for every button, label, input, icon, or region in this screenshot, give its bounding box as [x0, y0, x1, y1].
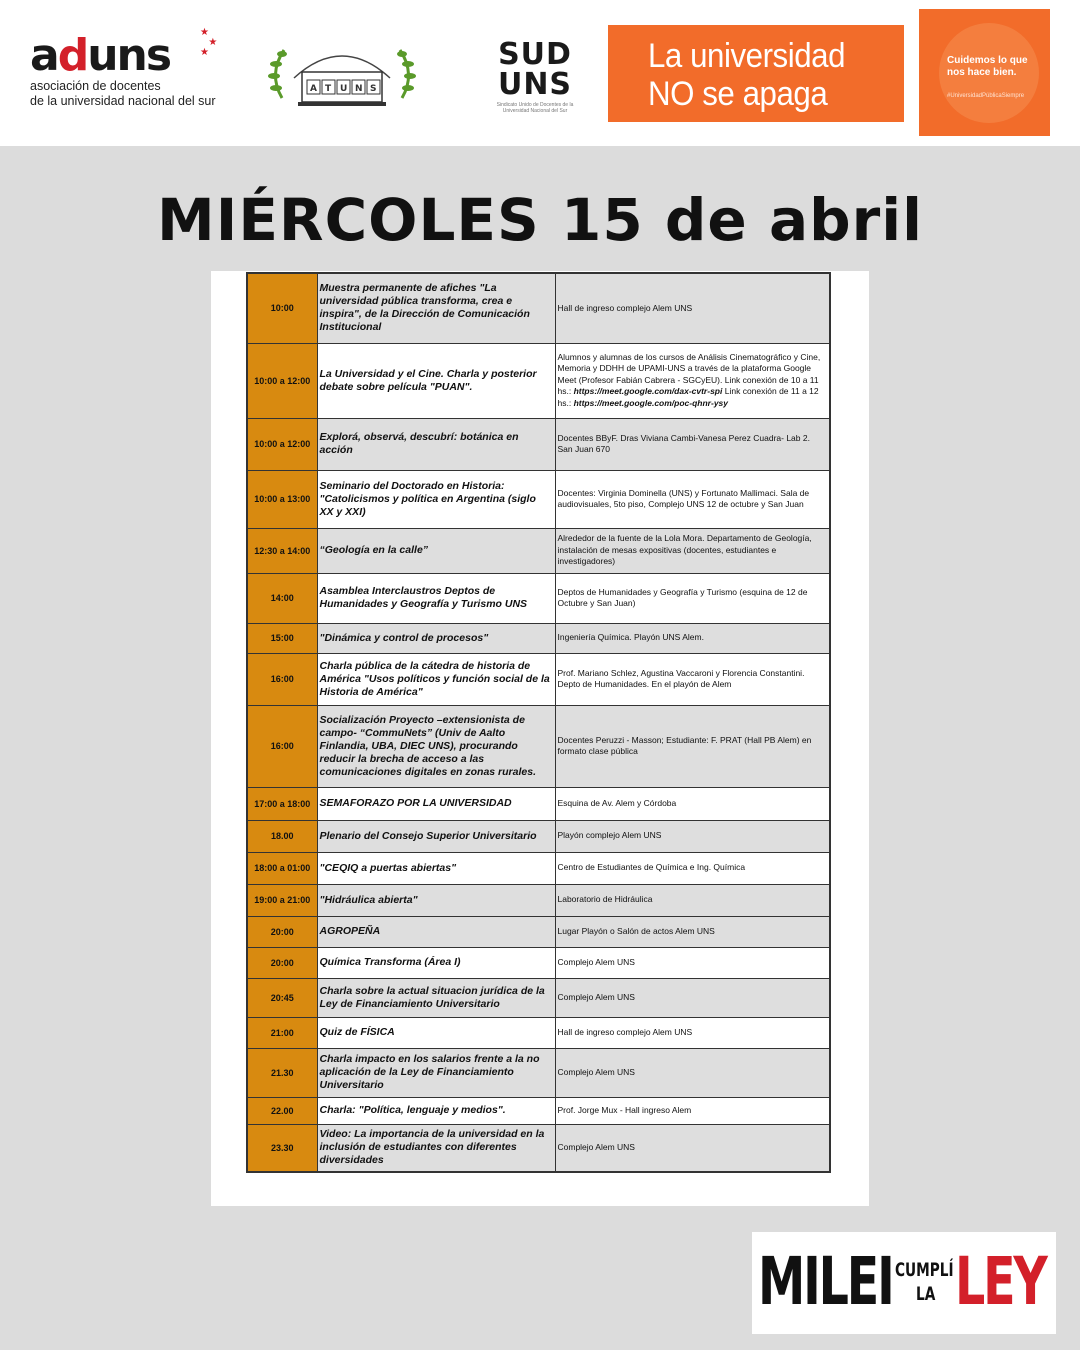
atuns-logo	[262, 38, 422, 110]
activity-cell: Asamblea Interclaustros Deptos de Humanidades y Geografía y Turismo UNS	[317, 573, 555, 623]
activity-cell: "Hidráulica abierta"	[317, 884, 555, 916]
activity-cell: Química Transforma (Área I)	[317, 947, 555, 978]
place-cell: Complejo Alem UNS	[555, 947, 830, 978]
time-cell: 23.30	[247, 1124, 317, 1172]
place-cell: Docentes: Virginia Dominella (UNS) y Fortunato Mallimaci. Sala de audiovisuales, 5to piso, Complejo UNS 12 de octubre y San Juan	[555, 470, 830, 528]
place-cell: Lugar Playón o Salón de actos Alem UNS	[555, 916, 830, 947]
table-row	[247, 528, 830, 573]
place-cell: Alrededor de la fuente de la Lola Mora. Departamento de Geología, instalación de mesas expositivas (docentes, estudiantes e investigadores)	[555, 528, 830, 573]
aduns-subtitle-2: de la universidad nacional del sur	[30, 94, 216, 108]
la-text: LA	[916, 1283, 936, 1305]
time-cell: 16:00	[247, 705, 317, 787]
time-cell: 21:00	[247, 1017, 317, 1048]
table-row	[247, 884, 830, 916]
table-row	[247, 787, 830, 820]
table-row	[247, 705, 830, 787]
time-cell: 21.30	[247, 1048, 317, 1097]
schedule-sheet	[211, 271, 869, 1206]
apaga-line2: NO se apaga	[648, 75, 828, 113]
schedule-table	[246, 272, 831, 1173]
svg-text:U: U	[340, 84, 348, 94]
activity-cell: “Geología en la calle”	[317, 528, 555, 573]
time-cell: 10:00 a 12:00	[247, 343, 317, 418]
table-row	[247, 1097, 830, 1124]
activity-cell: Video: La importancia de la universidad en la inclusión de estudiantes con diferentes diversidades	[317, 1124, 555, 1172]
activity-cell: Charla sobre la actual situacion jurídica de la Ley de Financiamiento Universitario	[317, 978, 555, 1017]
time-cell: 22.00	[247, 1097, 317, 1124]
table-row	[247, 1017, 830, 1048]
activity-cell: AGROPEÑA	[317, 916, 555, 947]
place-cell: Alumnos y alumnas de los cursos de Análisis Cinematográfico y Cine, Memoria y DDHH de UPAMI-UNS a través de la plataforma Google Meet (Profesor Fabián Cabrera - SGCyEU). Link conexión de 10 a 11 hs.: https://meet.google.com/dax-cvtr-spi Link conexión de 11 a 12 hs.: https://meet.google.com/poc-qhnr-ysy	[555, 343, 830, 418]
table-row	[247, 653, 830, 705]
sud-line1: SUD	[498, 37, 572, 72]
place-cell: Centro de Estudiantes de Química e Ing. Química	[555, 852, 830, 884]
table-row	[247, 623, 830, 653]
activity-cell: Seminario del Doctorado en Historia: "Catolicismos y política en Argentina (siglo XX y XXI)	[317, 470, 555, 528]
table-row	[247, 916, 830, 947]
stars-icon: ★ ★ ★	[200, 27, 218, 58]
activity-cell: Charla: "Política, lenguaje y medios".	[317, 1097, 555, 1124]
activity-cell: "Dinámica y control de procesos"	[317, 623, 555, 653]
place-cell: Docentes Peruzzi - Masson; Estudiante: F. PRAT (Hall PB Alem) en formato clase pública	[555, 705, 830, 787]
time-cell: 18:00 a 01:00	[247, 852, 317, 884]
apaga-line1: La universidad	[648, 37, 846, 75]
place-cell: Complejo Alem UNS	[555, 1124, 830, 1172]
time-cell: 10:00 a 12:00	[247, 418, 317, 470]
table-row	[247, 470, 830, 528]
activity-cell: Socialización Proyecto –extensionista de campo- “CommuNets” (Univ de Aalto Finlandia, UBA, DIEC UNS), procurando reducir la brecha de acceso a las comunicaciones digitales en zonas rurales.	[317, 705, 555, 787]
table-row	[247, 418, 830, 470]
sud-uns-logo	[492, 37, 578, 116]
activity-cell: La Universidad y el Cine. Charla y posterior debate sobre película "PUAN".	[317, 343, 555, 418]
place-cell: Prof. Mariano Schlez, Agustina Vaccaroni y Florencia Constantini. Depto de Humanidades. En el playón de Alem	[555, 653, 830, 705]
place-cell: Laboratorio de Hidráulica	[555, 884, 830, 916]
meet-link-2[interactable]: https://meet.google.com/poc-qhnr-ysy	[573, 397, 729, 408]
table-row	[247, 852, 830, 884]
time-cell: 20:00	[247, 916, 317, 947]
milei-cumpli-la-ley-logo	[752, 1232, 1056, 1334]
time-cell: 20:00	[247, 947, 317, 978]
place-cell: Deptos de Humanidades y Geografía y Turismo (esquina de 12 de Octubre y San Juan)	[555, 573, 830, 623]
table-row	[247, 1048, 830, 1097]
time-cell: 15:00	[247, 623, 317, 653]
svg-text:T: T	[325, 84, 332, 94]
table-row	[247, 1124, 830, 1172]
table-row	[247, 273, 830, 343]
place-cell: Esquina de Av. Alem y Córdoba	[555, 787, 830, 820]
aduns-subtitle-1: asociación de docentes	[30, 79, 161, 93]
time-cell: 10:00	[247, 273, 317, 343]
svg-text:A: A	[310, 84, 317, 94]
ley-text: LEY	[955, 1243, 1046, 1320]
place-cell: Ingeniería Química. Playón UNS Alem.	[555, 623, 830, 653]
place-cell: Hall de ingreso complejo Alem UNS	[555, 273, 830, 343]
cuidemos-hashtag: #UniversidadPúblicaSiempre	[947, 93, 1025, 99]
time-cell: 17:00 a 18:00	[247, 787, 317, 820]
table-row	[247, 343, 830, 418]
svg-text:S: S	[370, 84, 377, 94]
sud-small: Sindicato Unido de Docentes de la Universidad Nacional del Sur	[496, 102, 574, 114]
activity-cell: Charla impacto en los salarios frente a la no aplicación de la Ley de Financiamiento Universitario	[317, 1048, 555, 1097]
time-cell: 16:00	[247, 653, 317, 705]
time-cell: 14:00	[247, 573, 317, 623]
activity-cell: Explorá, observá, descubrí: botánica en acción	[317, 418, 555, 470]
activity-cell: Charla pública de la cátedra de historia de América "Usos políticos y función social de la Historia de América"	[317, 653, 555, 705]
header-bar	[0, 0, 1080, 146]
time-cell: 10:00 a 13:00	[247, 470, 317, 528]
sud-line2: UNS	[497, 67, 573, 102]
cuidemos-badge	[919, 9, 1050, 136]
table-row	[247, 978, 830, 1017]
table-row	[247, 573, 830, 623]
activity-cell: Quiz de FÍSICA	[317, 1017, 555, 1048]
svg-text:N: N	[355, 84, 363, 94]
table-row	[247, 820, 830, 852]
aduns-wordmark: aduns	[30, 30, 171, 81]
cuidemos-text: Cuidemos lo que nos hace bien.	[947, 55, 1028, 78]
place-cell: Complejo Alem UNS	[555, 1048, 830, 1097]
universidad-no-se-apaga-banner	[608, 25, 904, 122]
place-cell: Complejo Alem UNS	[555, 978, 830, 1017]
activity-cell: "CEQIQ a puertas abiertas"	[317, 852, 555, 884]
time-cell: 12:30 a 14:00	[247, 528, 317, 573]
time-cell: 20:45	[247, 978, 317, 1017]
time-cell: 19:00 a 21:00	[247, 884, 317, 916]
activity-cell: SEMAFORAZO POR LA UNIVERSIDAD	[317, 787, 555, 820]
place-cell: Hall de ingreso complejo Alem UNS	[555, 1017, 830, 1048]
table-row	[247, 947, 830, 978]
milei-text: MILEI	[758, 1243, 893, 1320]
place-cell: Playón complejo Alem UNS	[555, 820, 830, 852]
place-cell: Docentes BByF. Dras Viviana Cambi-Vanesa Perez Cuadra- Lab 2. San Juan 670	[555, 418, 830, 470]
cumpli-text: CUMPLÍ	[895, 1259, 954, 1281]
activity-cell: Plenario del Consejo Superior Universitario	[317, 820, 555, 852]
time-cell: 18.00	[247, 820, 317, 852]
page-title: MIÉRCOLES 15 de abril	[157, 186, 923, 254]
place-cell: Prof. Jorge Mux - Hall ingreso Alem	[555, 1097, 830, 1124]
aduns-logo	[30, 27, 230, 114]
activity-cell: Muestra permanente de afiches "La universidad pública transforma, crea e inspira", de la Dirección de Comunicación Institucional	[317, 273, 555, 343]
laurel-building-icon	[262, 38, 422, 110]
meet-link-1[interactable]: https://meet.google.com/dax-cvtr-spi	[573, 386, 723, 397]
